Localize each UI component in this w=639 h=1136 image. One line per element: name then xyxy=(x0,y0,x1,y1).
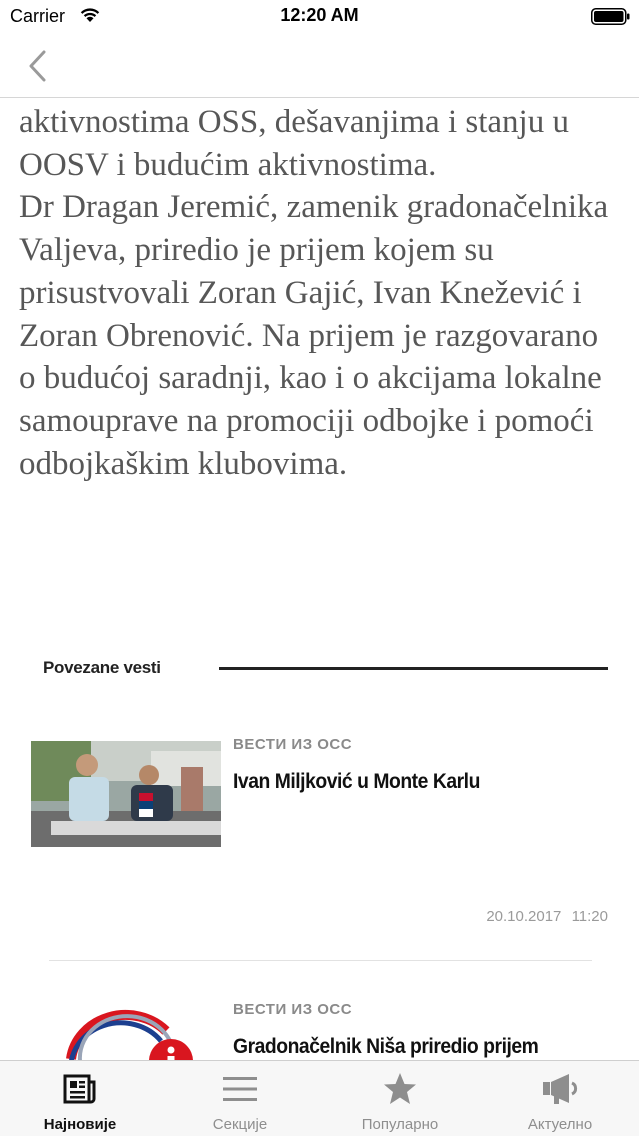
star-icon xyxy=(382,1071,418,1107)
article-body xyxy=(19,101,619,485)
news-headline[interactable]: Gradonačelnik Niša priredio prijem xyxy=(233,1035,539,1058)
related-news-item[interactable] xyxy=(0,995,639,1060)
tab-label: Актуелно xyxy=(527,1116,593,1133)
tab-label: Популарно xyxy=(361,1116,439,1133)
back-chevron-icon[interactable] xyxy=(22,46,58,86)
tab-bar xyxy=(0,1060,639,1136)
newspaper-icon xyxy=(62,1071,98,1107)
navigation-bar xyxy=(0,34,639,98)
menu-icon xyxy=(222,1071,258,1107)
news-thumbnail-photo xyxy=(31,741,221,847)
section-rule xyxy=(219,667,608,670)
tab-popular[interactable] xyxy=(320,1061,480,1136)
related-news-item[interactable] xyxy=(0,735,639,935)
tab-sections[interactable] xyxy=(160,1061,320,1136)
status-time: 12:20 AM xyxy=(280,5,359,25)
status-bar xyxy=(0,0,639,34)
battery-icon xyxy=(591,8,631,25)
tab-label: Секције xyxy=(212,1116,268,1133)
megaphone-icon xyxy=(542,1071,578,1107)
tab-current[interactable] xyxy=(480,1061,639,1136)
carrier-label: Carrier xyxy=(10,6,66,26)
news-category: ВЕСТИ ИЗ ОСС xyxy=(233,1001,353,1018)
related-news-header xyxy=(0,655,639,685)
tab-label: Најновије xyxy=(43,1116,117,1133)
news-headline[interactable]: Ivan Miljković u Monte Karlu xyxy=(233,770,480,793)
news-category: ВЕСТИ ИЗ ОСС xyxy=(233,736,353,753)
news-time: 11:20 xyxy=(571,908,608,925)
news-thumbnail-logo xyxy=(31,1001,221,1060)
news-timestamp xyxy=(486,908,608,925)
news-date: 20.10.2017 xyxy=(486,908,562,925)
related-news-title: Povezane vesti xyxy=(43,658,161,677)
tab-latest[interactable] xyxy=(0,1061,160,1136)
list-divider xyxy=(49,960,592,961)
article-paragraph: Dr Dragan Jeremić, zamenik gradonačelnika Valjeva, priredio je prijem kojem su prisustvovali Zoran Gajić, Ivan Knežević i Zoran Obrenović. Na prijem je razgovarano o budućoj saradnji, kao i o akcijama lokalne samouprave na promociji odbojke i pomoći odbojkaškim klubovima. xyxy=(19,189,609,482)
article-paragraph: aktivnostima OSS, dešavanjima i stanju u OOSV i budućim aktivnostima. xyxy=(19,104,569,183)
